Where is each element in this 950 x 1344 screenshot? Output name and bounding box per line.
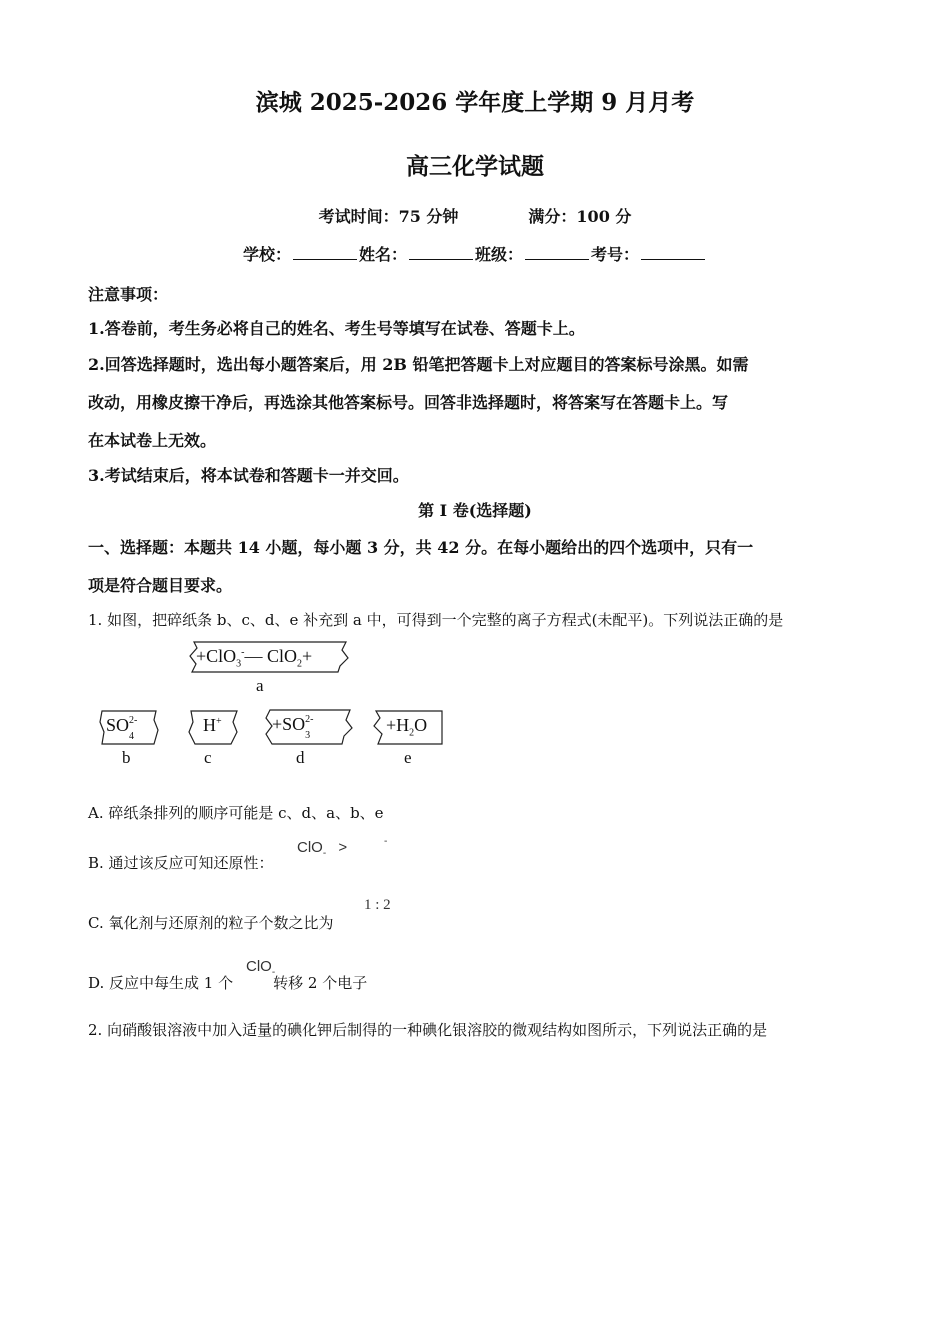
paper-strip-c [185, 708, 241, 748]
name-blank[interactable] [409, 245, 473, 260]
option-b-minus-top: - [384, 836, 388, 847]
class-blank[interactable] [525, 245, 589, 260]
question-2-stem: 2. 向硝酸银溶液中加入适量的碘化钾后制得的一种碘化银溶胶的微观结构如图所示，下列说法正确的是 [88, 1021, 768, 1039]
note-item-2-line3: 在本试卷上无效。 [88, 431, 217, 450]
note-item-2-line1: 2.回答选择题时，选出每小题答案后，用 2B 铅笔把答题卡上对应题目的答案标号涂黑。如需 [88, 355, 749, 374]
strip-d-content: +SO 2- 3 [272, 714, 314, 741]
full-score: 满分：100 分 [528, 207, 632, 226]
note-item-3: 3.考试结束后，将本试卷和答题卡一并交回。 [88, 466, 409, 485]
paper-strip-e [372, 708, 446, 748]
school-label: 学校： [242, 245, 291, 264]
section-instruction-line2: 项是符合题目要求。 [88, 576, 233, 595]
exam-subtitle: 高三化学试题 [406, 153, 544, 180]
question-1-stem: 1. 如图，把碎纸条 b、c、d、e 补充到 a 中，可得到一个完整的离子方程式(未配平)。下列说法正确的是 [88, 611, 784, 629]
strip-d-label: d [296, 748, 305, 767]
strip-c-content: H+ [203, 715, 222, 735]
exam-time: 考试时间：75 分钟 [318, 207, 459, 226]
paper-strip-d [262, 706, 354, 748]
school-blank[interactable] [293, 245, 357, 260]
option-d-formula: ClO$_-$ [246, 958, 276, 978]
notes-heading: 注意事项： [88, 285, 169, 304]
paper-strip-b [98, 708, 160, 748]
strip-b-label: b [122, 748, 131, 767]
exam-title: 滨城 2025-2026 学年度上学期 9 月月考 [255, 89, 695, 116]
strip-a-label: a [256, 676, 264, 695]
number-label: 考号： [591, 245, 640, 264]
section-title: 第 I 卷(选择题) [418, 501, 532, 520]
strip-c-label: c [204, 748, 212, 767]
option-a: A. 碎纸条排列的顺序可能是 c、d、a、b、e [88, 804, 384, 822]
name-label: 姓名： [358, 245, 407, 264]
strip-a-content: +ClO$_3$-— ClO$_2$+ [196, 646, 313, 670]
note-item-1: 1.答卷前，考生务必将自己的姓名、考生号等填写在试卷、答题卡上。 [88, 319, 585, 338]
class-label: 班级： [475, 245, 524, 264]
option-c: C. 氧化剂与还原剂的粒子个数之比为 [88, 914, 334, 932]
option-b-formula: ClO$_-$ > [297, 839, 348, 859]
section-instruction-line1: 一、选择题：本题共 14 小题，每小题 3 分，共 42 分。在每小题给出的四个选项中，只有一 [88, 538, 754, 557]
option-d: D. 反应中每生成 1 个 转移 2 个电子 [88, 974, 368, 992]
note-item-2-line2: 改动，用橡皮擦干净后，再选涂其他答案标号。回答非选择题时，将答案写在答题卡上。写 [88, 393, 729, 412]
option-c-ratio: 1 : 2 [364, 897, 391, 913]
exam-info [0, 204, 950, 227]
paper-strip-a [188, 638, 353, 678]
option-b: B. 通过该反应可知还原性： [88, 854, 274, 872]
strip-e-label: e [404, 748, 412, 767]
student-fields [0, 242, 950, 265]
strip-b-content: SO 2- 4 [106, 715, 138, 742]
number-blank[interactable] [641, 245, 705, 260]
strip-e-content: $+H_2O$ [386, 715, 428, 739]
